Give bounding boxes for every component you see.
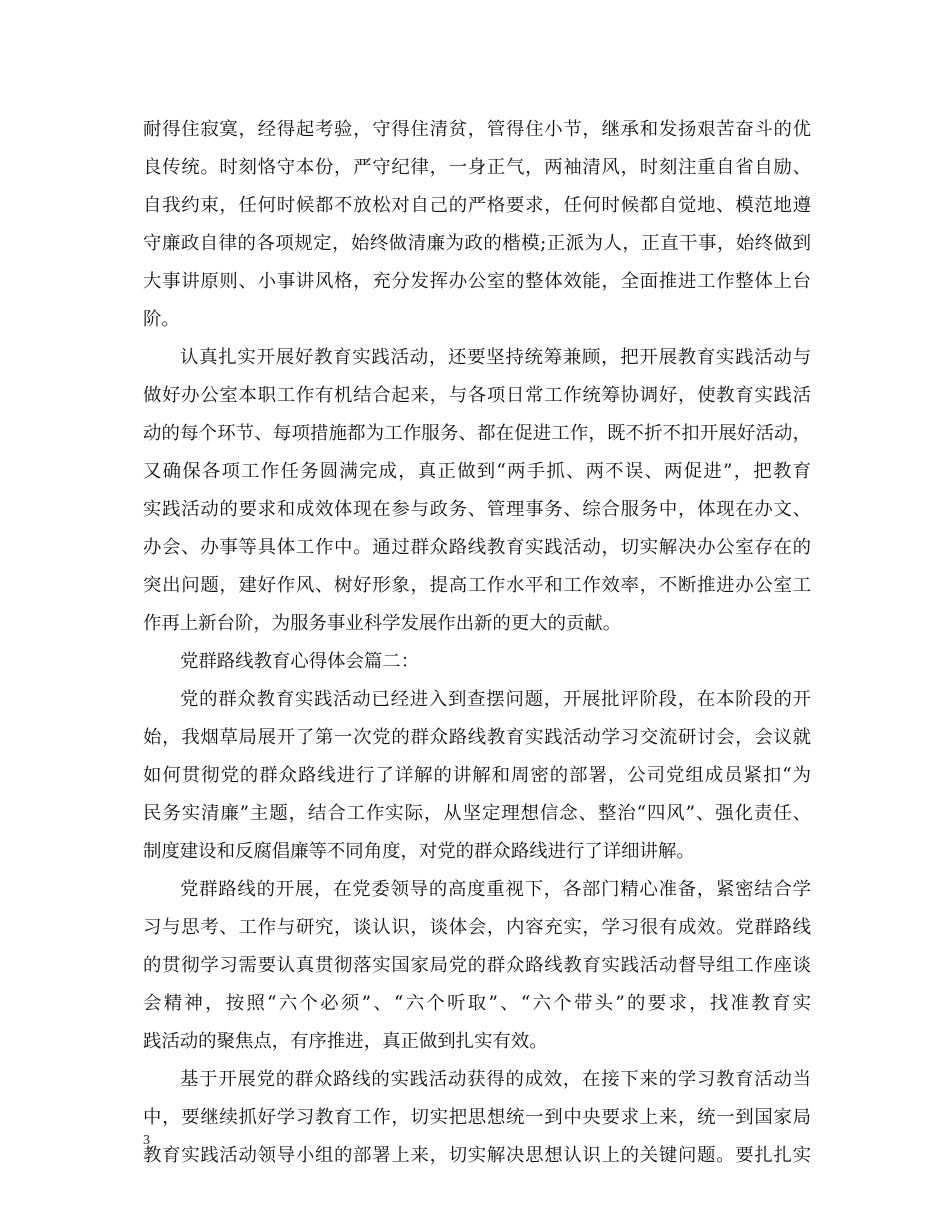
text-line: 实践活动的要求和成效体现在参与政务、管理事务、综合服务中，体现在办文、 bbox=[143, 499, 811, 520]
text-line: 突出问题，建好作风、树好形象，提高工作水平和工作效率，不断推进办公室工 bbox=[143, 575, 811, 596]
text-line: 习与思考、工作与研究，谈认识，谈体会，内容充实，学习很有成效。党群路线 bbox=[143, 917, 811, 938]
text-line: 守廉政自律的各项规定，始终做清廉为政的楷模;正派为人，正直干事，始终做到 bbox=[143, 233, 811, 254]
text-line: 认真扎实开展好教育实践活动，还要坚持统筹兼顾，把开展教育实践活动与 bbox=[180, 347, 811, 368]
text-line: 耐得住寂寞，经得起考验，守得住清贫，管得住小节，继承和发扬艰苦奋斗的优 bbox=[143, 119, 811, 140]
document-body bbox=[143, 111, 811, 1175]
text-line: 教育实践活动领导小组的部署上来，切实解决思想认识上的关键问题。要扎扎实 bbox=[143, 1145, 811, 1166]
text-line: 自我约束，任何时候都不放松对自己的严格要求，任何时候都自觉地、模范地遵 bbox=[143, 195, 811, 216]
text-line: 良传统。时刻恪守本份，严守纪律，一身正气，两袖清风，时刻注重自省自励、 bbox=[143, 157, 811, 178]
text-line: 制度建设和反腐倡廉等不同角度，对党的群众路线进行了详细讲解。 bbox=[143, 841, 695, 862]
text-line: 做好办公室本职工作有机结合起来，与各项日常工作统筹协调好，使教育实践活 bbox=[143, 385, 811, 406]
text-line: 民务实清廉”主题，结合工作实际，从坚定理想信念、整治“四风”、强化责任、 bbox=[143, 803, 811, 824]
text-line: 动的每个环节、每项措施都为工作服务、都在促进工作，既不折不扣开展好活动， bbox=[143, 423, 811, 444]
text-line: 如何贯彻党的群众路线进行了详解的讲解和周密的部署，公司党组成员紧扣“为 bbox=[143, 765, 811, 786]
text-line: 中，要继续抓好学习教育工作，切实把思想统一到中央要求上来，统一到国家局 bbox=[143, 1107, 811, 1128]
text-line: 党群路线的开展，在党委领导的高度重视下，各部门精心准备，紧密结合学 bbox=[180, 879, 811, 900]
text-line: 又确保各项工作任务圆满完成，真正做到“两手抓、两不误、两促进”，把教育 bbox=[143, 461, 811, 482]
page-number: 3 bbox=[143, 1133, 150, 1148]
text-line: 的贯彻学习需要认真贯彻落实国家局党的群众路线教育实践活动督导组工作座谈 bbox=[143, 955, 811, 976]
text-line: 阶。 bbox=[143, 309, 180, 330]
text-line: 办会、办事等具体工作中。通过群众路线教育实践活动，切实解决办公室存在的 bbox=[143, 537, 811, 558]
text-line: 会精神，按照“六个必须”、“六个听取”、“六个带头”的要求，找准教育实 bbox=[143, 993, 811, 1014]
text-line: 大事讲原则、小事讲风格，充分发挥办公室的整体效能，全面推进工作整体上台 bbox=[143, 271, 811, 292]
text-line: 作再上新台阶，为服务事业科学发展作出新的更大的贡献。 bbox=[143, 613, 622, 634]
section-heading: 党群路线教育心得体会篇二： bbox=[180, 651, 420, 672]
text-line: 党的群众教育实践活动已经进入到查摆问题，开展批评阶段，在本阶段的开 bbox=[180, 689, 811, 710]
text-line: 基于开展党的群众路线的实践活动获得的成效，在接下来的学习教育活动当 bbox=[180, 1069, 811, 1090]
text-line: 践活动的聚焦点，有序推进，真正做到扎实有效。 bbox=[143, 1031, 548, 1052]
text-line: 始，我烟草局展开了第一次党的群众路线教育实践活动学习交流研讨会，会议就 bbox=[143, 727, 811, 748]
